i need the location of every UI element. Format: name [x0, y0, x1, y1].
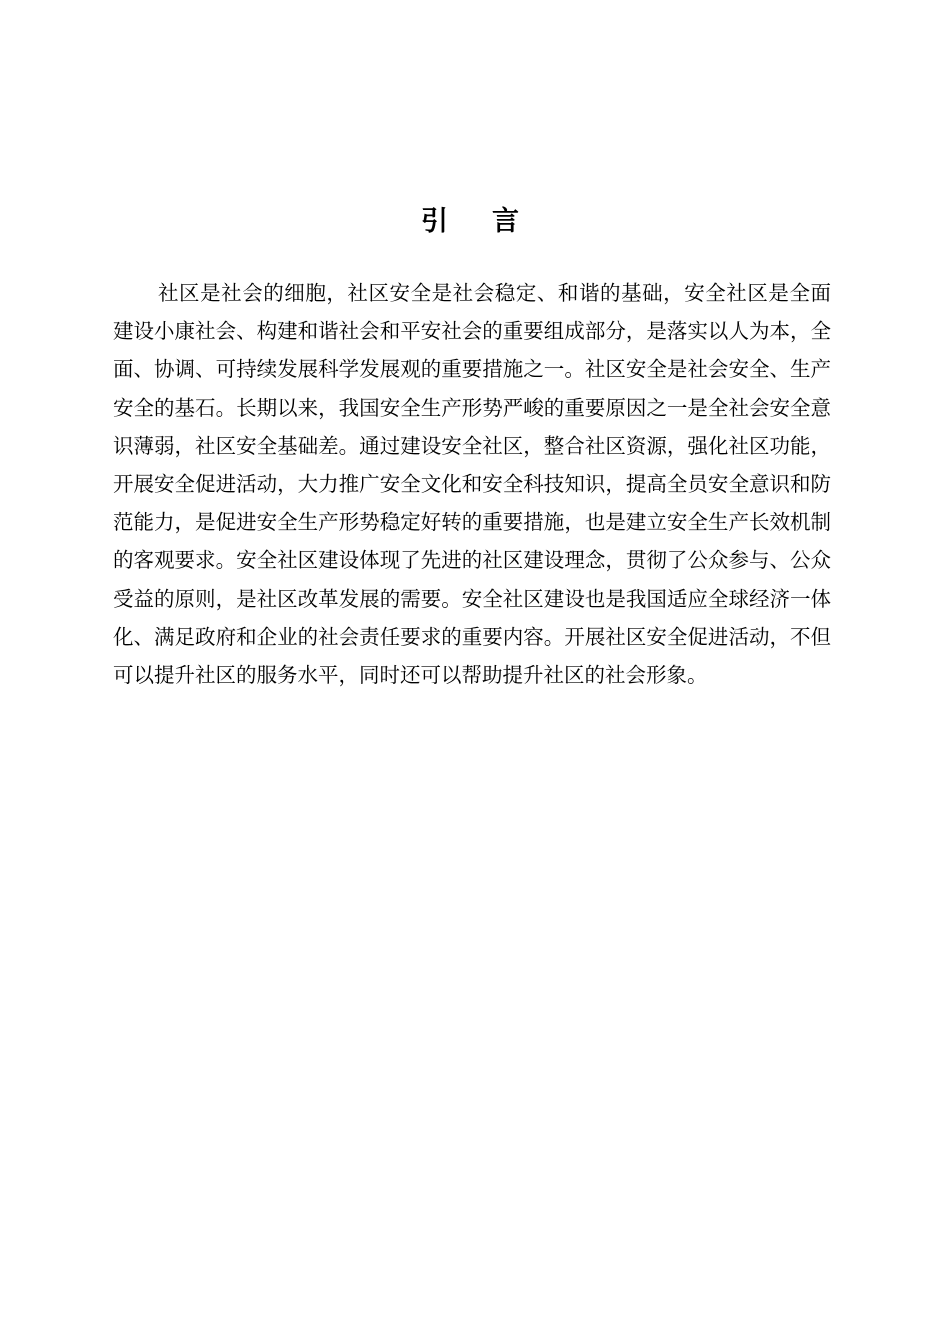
body-paragraph: 社区是社会的细胞，社区安全是社会稳定、和谐的基础，安全社区是全面建设小康社会、构建和谐社会和平安社会的重要组成部分，是落实以人为本，全面、协调、可持续发展科学发展观的重要措施之一。社区安全是社会安全、生产安全的基石。长期以来，我国安全生产形势严峻的重要原因之一是全社会安全意识薄弱，社区安全基础差。通过建设安全社区，整合社区资源，强化社区功能，开展安全促进活动，大力推广安全文化和安全科技知识，提高全员安全意识和防范能力，是促进安全生产形势稳定好转的重要措施，也是建立安全生产长效机制的客观要求。安全社区建设体现了先进的社区建设理念，贯彻了公众参与、公众受益的原则，是社区改革发展的需要。安全社区建设也是我国适应全球经济一体化、满足政府和企业的社会责任要求的重要内容。开展社区安全促进活动，不但可以提升社区的服务水平，同时还可以帮助提升社区的社会形象。	[113, 281, 831, 688]
page-title: 引言	[421, 206, 563, 238]
